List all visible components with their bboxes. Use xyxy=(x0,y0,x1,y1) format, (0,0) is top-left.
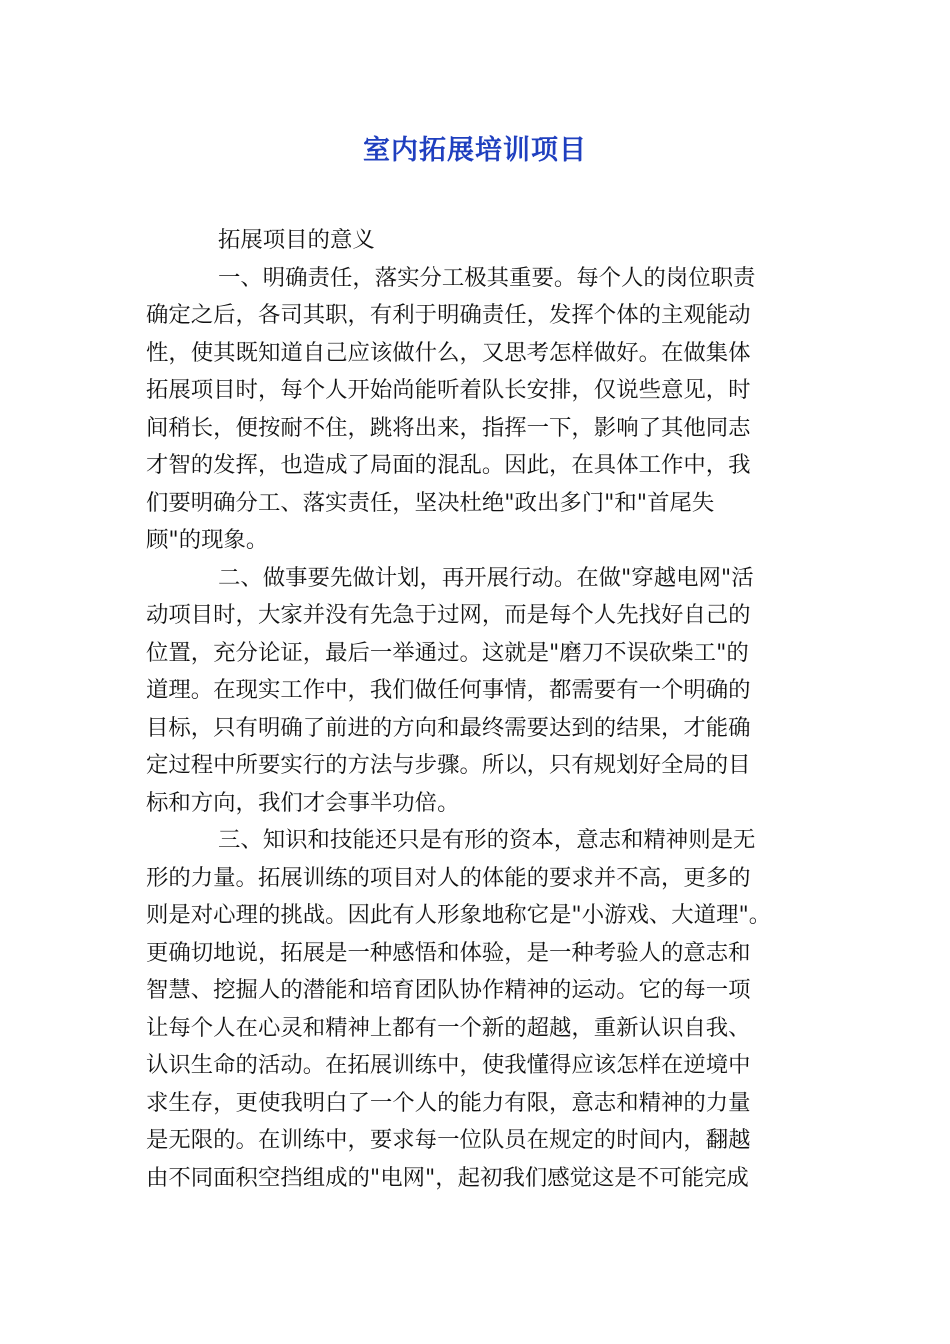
text-line: 动项目时，大家并没有先急于过网，而是每个人先找好自己的 xyxy=(146,602,751,628)
text-line: 拓展项目时，每个人开始尚能听着队长安排，仅说些意见，时 xyxy=(146,377,751,403)
text-line: 位置，充分论证，最后一举通过。这就是"磨刀不误砍柴工"的 xyxy=(146,639,749,666)
text-line: 道理。在现实工作中，我们做任何事情，都需要有一个明确的 xyxy=(146,677,751,703)
text-line: 顾"的现象。 xyxy=(146,527,269,553)
text-line: 标和方向，我们才会事半功倍。 xyxy=(146,789,460,816)
text-line: 确定之后，各司其职，有利于明确责任，发挥个体的主观能动 xyxy=(146,302,751,328)
text-line: 性，使其既知道自己应该做什么，又思考怎样做好。在做集体 xyxy=(146,339,751,366)
document-title: 室内拓展培训项目 xyxy=(363,135,587,166)
text-line: 定过程中所要实行的方法与步骤。所以，只有规划好全局的目 xyxy=(146,752,751,778)
text-line: 求生存，更使我明白了一个人的能力有限，意志和精神的力量 xyxy=(146,1089,751,1116)
text-line: 形的力量。拓展训练的项目对人的体能的要求并不高，更多的 xyxy=(146,864,751,891)
text-line: 是无限的。在训练中，要求每一位队员在规定的时间内，翻越 xyxy=(146,1127,751,1153)
text-line: 一、明确责任，落实分工极其重要。每个人的岗位职责 xyxy=(218,264,756,291)
text-line: 才智的发挥，也造成了局面的混乱。因此，在具体工作中，我 xyxy=(146,452,751,478)
text-line: 目标，只有明确了前进的方向和最终需要达到的结果，才能确 xyxy=(146,714,751,741)
text-line: 认识生命的活动。在拓展训练中，使我懂得应该怎样在逆境中 xyxy=(146,1052,751,1078)
text-line: 三、知识和技能还只是有形的资本，意志和精神则是无 xyxy=(218,827,756,853)
text-line: 让每个人在心灵和精神上都有一个新的超越，重新认识自我、 xyxy=(146,1014,751,1041)
text-line: 则是对心理的挑战。因此有人形象地称它是"小游戏、大道理"。 xyxy=(146,902,772,928)
text-line: 二、做事要先做计划，再开展行动。在做"穿越电网"活 xyxy=(218,564,754,591)
text-line: 由不同面积空挡组成的"电网"，起初我们感觉这是不可能完成 xyxy=(146,1164,749,1191)
text-line: 智慧、挖掘人的潜能和培育团队协作精神的运动。它的每一项 xyxy=(146,977,751,1003)
text-line: 拓展项目的意义 xyxy=(218,227,375,253)
text-line: 们要明确分工、落实责任，坚决杜绝"政出多门"和"首尾失 xyxy=(146,489,715,516)
text-line: 更确切地说，拓展是一种感悟和体验，是一种考验人的意志和 xyxy=(146,939,751,966)
document-body xyxy=(146,222,794,1197)
text-line: 间稍长，便按耐不住，跳将出来，指挥一下，影响了其他同志 xyxy=(146,414,751,441)
